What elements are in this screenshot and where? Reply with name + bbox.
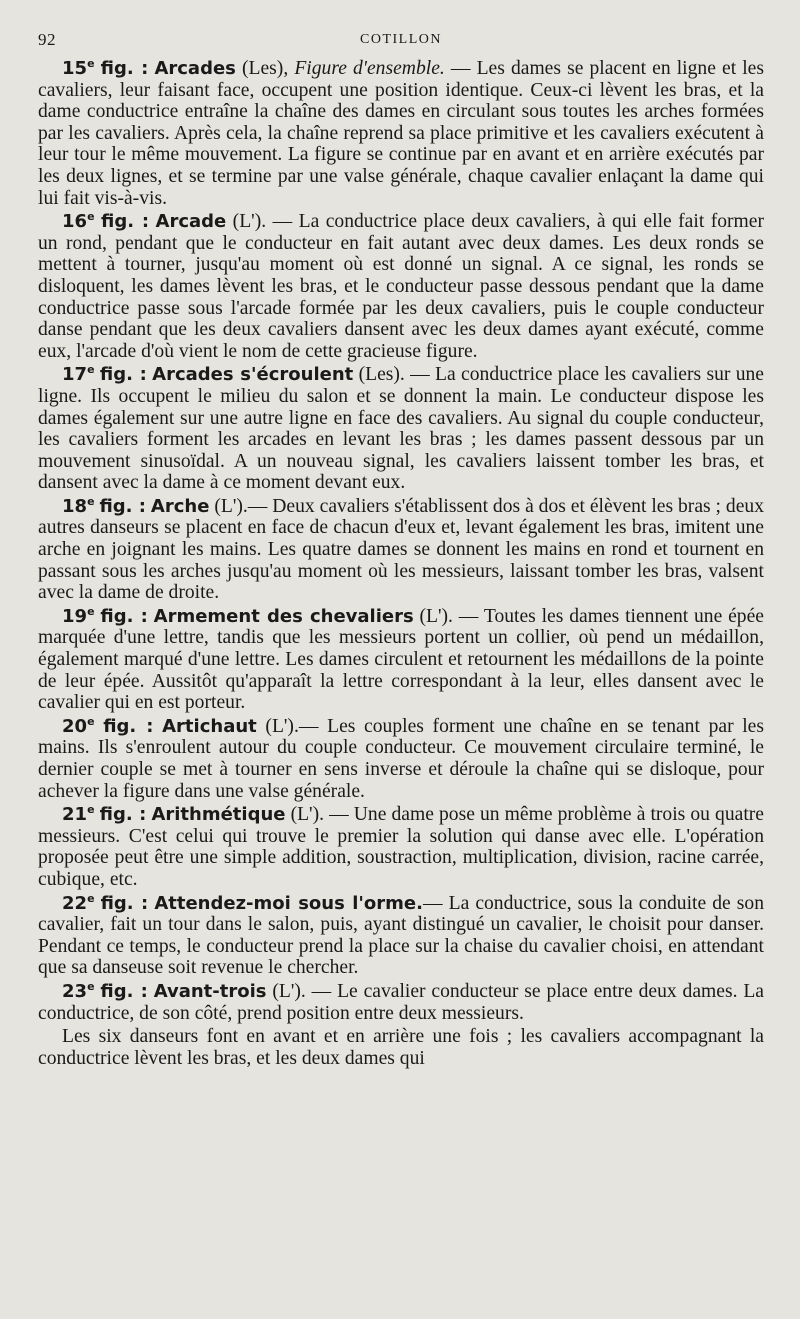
figure-entry — [38, 496, 764, 604]
figure-number-suffix: e — [87, 891, 95, 905]
running-head: COTILLON — [360, 32, 442, 47]
figure-number-digits: 18 — [62, 495, 88, 517]
figure-description: — Toutes les dames tiennent une épée marquée d'une lettre, tandis que les messieurs portent un collier, où pend un médaillon, également marqué d'une lettre. Les dames circulent et retournent les médaillons de la pointe de leur épée. Aussitôt qu'apparaît la lettre correspondant à la leur, elles dansent avec le cavalier qui en est porteur. — [38, 605, 764, 714]
figure-label: fig. : — [100, 211, 150, 233]
figure-article: (L'). — [413, 605, 459, 627]
figure-article: (L'). — [209, 495, 248, 517]
figure-number-suffix: e — [87, 494, 95, 508]
figure-number — [62, 211, 95, 232]
figure-description: — La conductrice place deux cavaliers, à qui elle fait former un rond, pendant que le conducteur en fait autant avec deux dames. Les deux ronds se mettent à tourner, jusqu'au moment où est donné un signal. A ce signal, les ronds se disloquent, les dames lèvent les bras, et le conducteur passe dessous pendant que la dame conductrice passe sous l'arcade formée par les deux cavaliers, puis le couple conducteur danse pendant que les deux cavaliers dansent avec les deux dames ayant exécuté, comme eux, l'arcade d'où vient le nom de cette gracieuse figure. — [38, 211, 765, 362]
figure-number-suffix: e — [87, 57, 95, 70]
figure-entry — [38, 58, 764, 209]
figure-description: — Une dame pose un même problème à trois ou quatre messieurs. C'est celui qui trouve le premier la solution qui danse avec elle. L'opération proposée peut être une simple addition, soustraction, multiplication, division, racine carrée, cubique, etc. — [38, 804, 765, 890]
figure-description: — Deux cavaliers s'établissent dos à dos et élèvent les bras ; deux autres danseurs se placent en face de chacun d'eux et, levant également les bras, imitent une arche en joignant les mains. Les quatre dames se donnent les mains en rond et tournent en passant sous les arches jusqu'au moment où les messieurs, laissant tomber les bras, valsent avec la dame de droite. — [38, 495, 764, 604]
figure-description: — Les dames se placent en ligne et les cavaliers, leur faisant face, occupent une position identique. Ceux-ci lèvent les bras, et la dame conductrice entraîne la chaîne des dames en circulant sous toutes les arches formées par les cavaliers. Après cela, la chaîne reprend sa place primitive et les cavaliers exécutent à leur tour le même mouvement. La figure se continue par en avant et en arrière exécutés par les deux lignes, et se termine par une valse générale, chaque cavalier enlaçant la dame qui lui fait vis-à-vis. — [38, 58, 764, 209]
figure-entry — [38, 716, 764, 802]
figure-label: fig. : — [99, 804, 147, 826]
figure-label: fig. : — [100, 980, 148, 1002]
figure-entry — [38, 606, 764, 714]
figure-number-suffix: e — [87, 210, 95, 224]
figure-article: (Les), — [235, 58, 295, 79]
figure-number-digits: 22 — [62, 892, 88, 914]
figure-number — [62, 981, 95, 1002]
figure-name: Armement des chevaliers — [153, 605, 414, 627]
figure-name: Artichaut — [162, 715, 257, 737]
figure-number-digits: 16 — [62, 211, 88, 233]
figure-label: fig. : — [99, 364, 147, 386]
figure-subtitle: Figure d'ensemble. — [294, 58, 445, 79]
figure-number-suffix: e — [87, 714, 95, 728]
figure-label: fig. : — [99, 495, 146, 517]
figure-number-digits: 21 — [62, 804, 88, 826]
figure-entry — [38, 981, 764, 1024]
figure-entry — [38, 893, 764, 979]
figure-label: fig. : — [100, 58, 149, 79]
figure-name: Arcades — [154, 58, 236, 79]
figure-number-digits: 15 — [62, 58, 88, 79]
figure-name: Arcades s'écroulent — [152, 364, 354, 386]
figure-number — [62, 496, 95, 517]
figure-number — [62, 804, 95, 825]
figure-number-digits: 17 — [62, 364, 88, 386]
figure-name: Arche — [150, 495, 210, 517]
figure-article: (Les). — [353, 364, 411, 386]
figure-number-suffix: e — [87, 604, 95, 618]
figure-label: fig. : — [100, 892, 149, 914]
figure-number-suffix: e — [87, 803, 95, 817]
figure-number-digits: 20 — [62, 715, 88, 737]
figure-entry — [38, 804, 764, 890]
figure-description: — La conductrice, sous la conduite de son cavalier, fait un tour dans le salon, puis, ayant distingué un cavalier, le choisit pour danser. Pendant ce temps, le conducteur prend la place sur la chaise du cavalier choisi, en attendant que sa danseuse soit revenue le chercher. — [38, 892, 764, 979]
continuation-paragraph: Les six danseurs font en avant et en arrière une fois ; les cavaliers accompagnant la conductrice lèvent les bras, et les deux dames qui — [38, 1026, 764, 1069]
figure-number — [62, 893, 95, 914]
figure-name: Avant-trois — [153, 980, 267, 1002]
figure-article: (L'). — [285, 804, 330, 826]
figure-number-suffix: e — [87, 363, 95, 377]
figure-number-digits: 23 — [62, 980, 88, 1002]
figure-number-suffix: e — [87, 979, 95, 993]
figure-number — [62, 58, 95, 79]
figure-number — [62, 716, 95, 737]
page-header — [38, 30, 764, 58]
figure-description: — Le cavalier conducteur se place entre deux dames. La conductrice, de son côté, prend position entre deux messieurs. — [38, 980, 764, 1024]
figure-label: fig. : — [100, 605, 148, 627]
figure-number — [62, 606, 95, 627]
figure-number — [62, 364, 95, 385]
figure-name: Attendez-moi sous l'orme. — [154, 892, 423, 914]
figure-name: Arithmétique — [151, 804, 286, 826]
figure-label: fig. : — [103, 715, 154, 737]
figure-number-digits: 19 — [62, 605, 88, 627]
page-number: 92 — [38, 30, 56, 49]
figure-article: (L'). — [256, 715, 299, 737]
figure-entry — [38, 364, 764, 494]
figure-entry — [38, 211, 764, 362]
figure-description: — Les couples forment une chaîne en se tenant par les mains. Ils s'enroulent autour du couple conducteur. Ce mouvement circulaire terminé, le dernier couple se met à tourner en sens inverse et déroule la chaîne qui se disloque, pour achever la figure dans une valse générale. — [38, 715, 765, 802]
figure-article: (L'). — [266, 980, 306, 1002]
figure-description: — La conductrice place les cavaliers sur une ligne. Ils occupent le milieu du salon et se donnent la main. Le conducteur dispose les dames également sur une autre ligne en face des cavaliers. Au signal du couple conducteur, les cavaliers forment les arcades en levant les bras ; les dames passent dessous par un mouvement sinusoïdal. A un nouveau signal, les cavaliers laissent tomber les bras, et dansent avec la dame à ce moment devant eux. — [38, 364, 765, 494]
figure-name: Arcade — [155, 211, 227, 233]
text-body — [38, 58, 764, 1069]
figure-article: (L'). — [226, 211, 273, 233]
